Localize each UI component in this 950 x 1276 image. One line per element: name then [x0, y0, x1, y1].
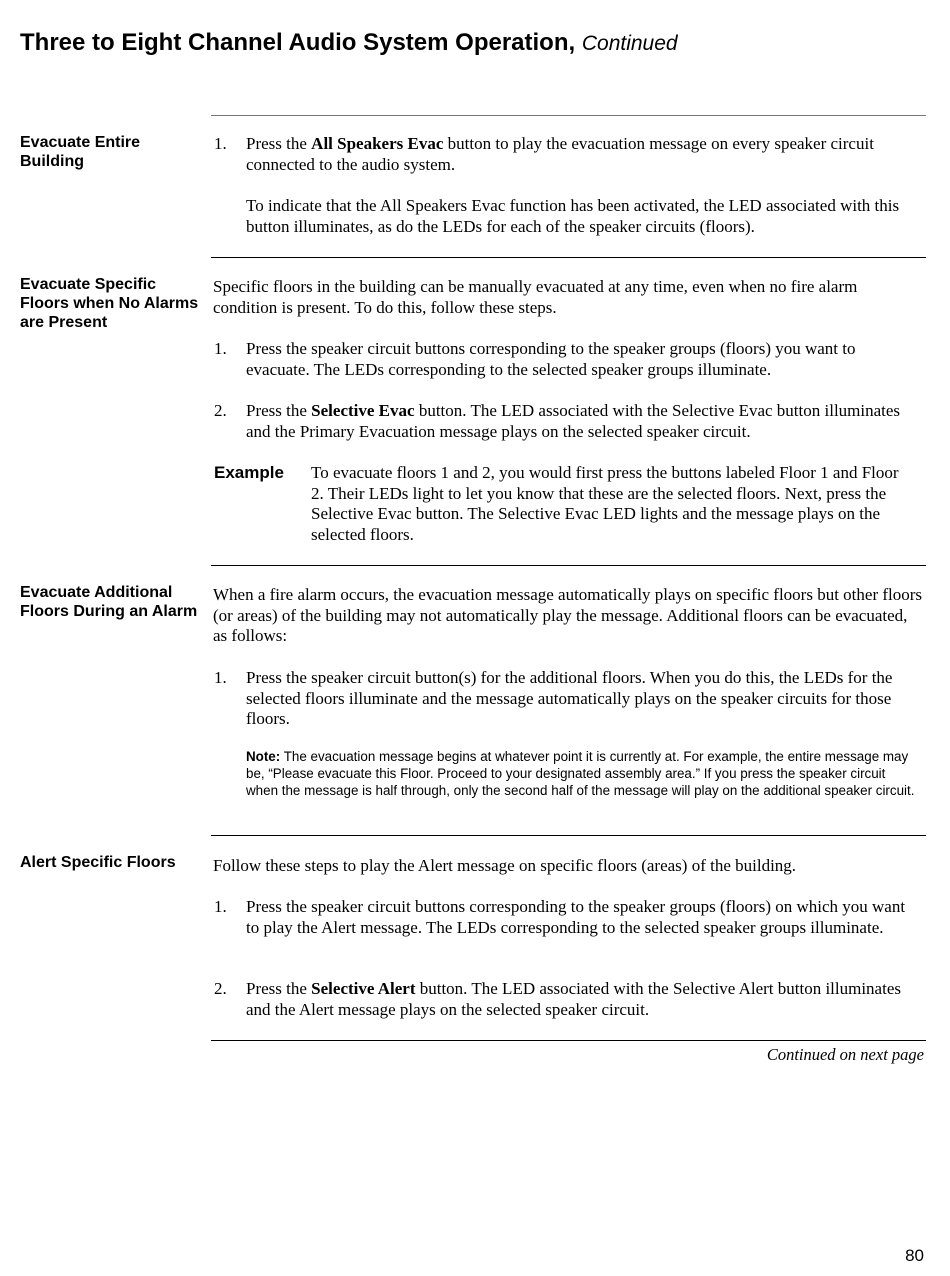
step-text-post: button. The LED associated with the Selective Evac button illuminates and the Primary Evacuation message plays on the selected speaker circuit.	[246, 401, 901, 441]
example-text: To evacuate floors 1 and 2, you would first press the buttons labeled Floor 1 and Floor 2. Their LEDs light to let you know that these are the selected floors. Next, press the Selective Evac button. The Selective Evac LED lights and the message plays on the selected floors.	[311, 463, 899, 544]
step-number: 1.	[214, 668, 227, 687]
step-text	[246, 134, 918, 175]
note-label: Note:	[246, 749, 281, 764]
section-heading-evacuate-specific-floors: Evacuate Specific Floors when No Alarms are Present	[20, 276, 199, 331]
section-divider	[211, 835, 926, 836]
section-heading-evacuate-entire-building: Evacuate Entire Building	[20, 134, 141, 170]
step-text	[246, 401, 918, 442]
page-title-continued: Continued	[581, 32, 678, 55]
step-text: Press the speaker circuit button(s) for the additional floors. When you do this, the LEDs for the selected floors illuminate and the message automatically plays on the speaker circuits for those floors.	[246, 668, 893, 729]
note-text: The evacuation message begins at whatever point it is currently at. For example, the entire message may be, “Please evacuate this Floor. Proceed to your designated assembly area.” If you press the speaker circuit when the message is half through, only the second half of the message will play on the additional speaker circuit.	[246, 749, 915, 798]
section-heading-alert-specific-floors: Alert Specific Floors	[20, 854, 176, 871]
all-speakers-evac-label: All Speakers Evac	[311, 134, 444, 153]
section-divider	[211, 1040, 926, 1041]
step-text-post: button. The LED associated with the Selective Alert button illuminates and the Alert message plays on the selected speaker circuit.	[246, 979, 901, 1019]
step-text: Press the speaker circuit buttons corresponding to the speaker groups (floors) on which you want to play the Alert message. The LEDs corresponding to the selected speaker groups illuminate.	[246, 897, 906, 937]
step-number: 1.	[214, 134, 227, 153]
section-heading-evacuate-additional-floors: Evacuate Additional Floors During an Alarm	[20, 584, 198, 620]
section-intro: When a fire alarm occurs, the evacuation message automatically plays on specific floors but other floors (or areas) of the building may not automatically play the message. Additional floors can be evacuated, as follows:	[213, 585, 923, 646]
step-text-pre: Press the	[246, 979, 312, 998]
step-text-pre: Press the	[246, 401, 312, 420]
step-text	[246, 979, 918, 1020]
step-number: 2.	[214, 401, 227, 420]
step-number: 2.	[214, 979, 227, 998]
section-divider	[211, 565, 926, 566]
step-number: 1.	[214, 897, 227, 916]
section-divider	[211, 257, 926, 258]
step-number: 1.	[214, 339, 227, 358]
section-intro: Follow these steps to play the Alert message on specific floors (areas) of the building.	[213, 856, 797, 875]
section-intro: Specific floors in the building can be manually evacuated at any time, even when no fire alarm condition is present. To do this, follow these steps.	[213, 277, 858, 317]
selective-evac-label: Selective Evac	[311, 401, 415, 420]
section-divider	[211, 115, 926, 116]
continued-on-next-page: Continued on next page	[766, 1045, 924, 1064]
page-title	[20, 27, 678, 60]
step-text-post: button to play the evacuation message on every speaker circuit connected to the audio system.	[246, 134, 874, 174]
section-paragraph: To indicate that the All Speakers Evac function has been activated, the LED associated with this button illuminates, as do the LEDs for each of the speaker circuits (floors).	[246, 196, 900, 236]
note	[246, 748, 920, 799]
selective-alert-label: Selective Alert	[311, 979, 416, 998]
step-text-pre: Press the	[246, 134, 312, 153]
page-number: 80	[905, 1246, 924, 1265]
step-text: Press the speaker circuit buttons corresponding to the speaker groups (floors) you want to evacuate. The LEDs corresponding to the selected speaker groups illuminate.	[246, 339, 856, 379]
example-label: Example	[214, 463, 284, 482]
page-title-main: Three to Eight Channel Audio System Operation,	[20, 29, 576, 56]
